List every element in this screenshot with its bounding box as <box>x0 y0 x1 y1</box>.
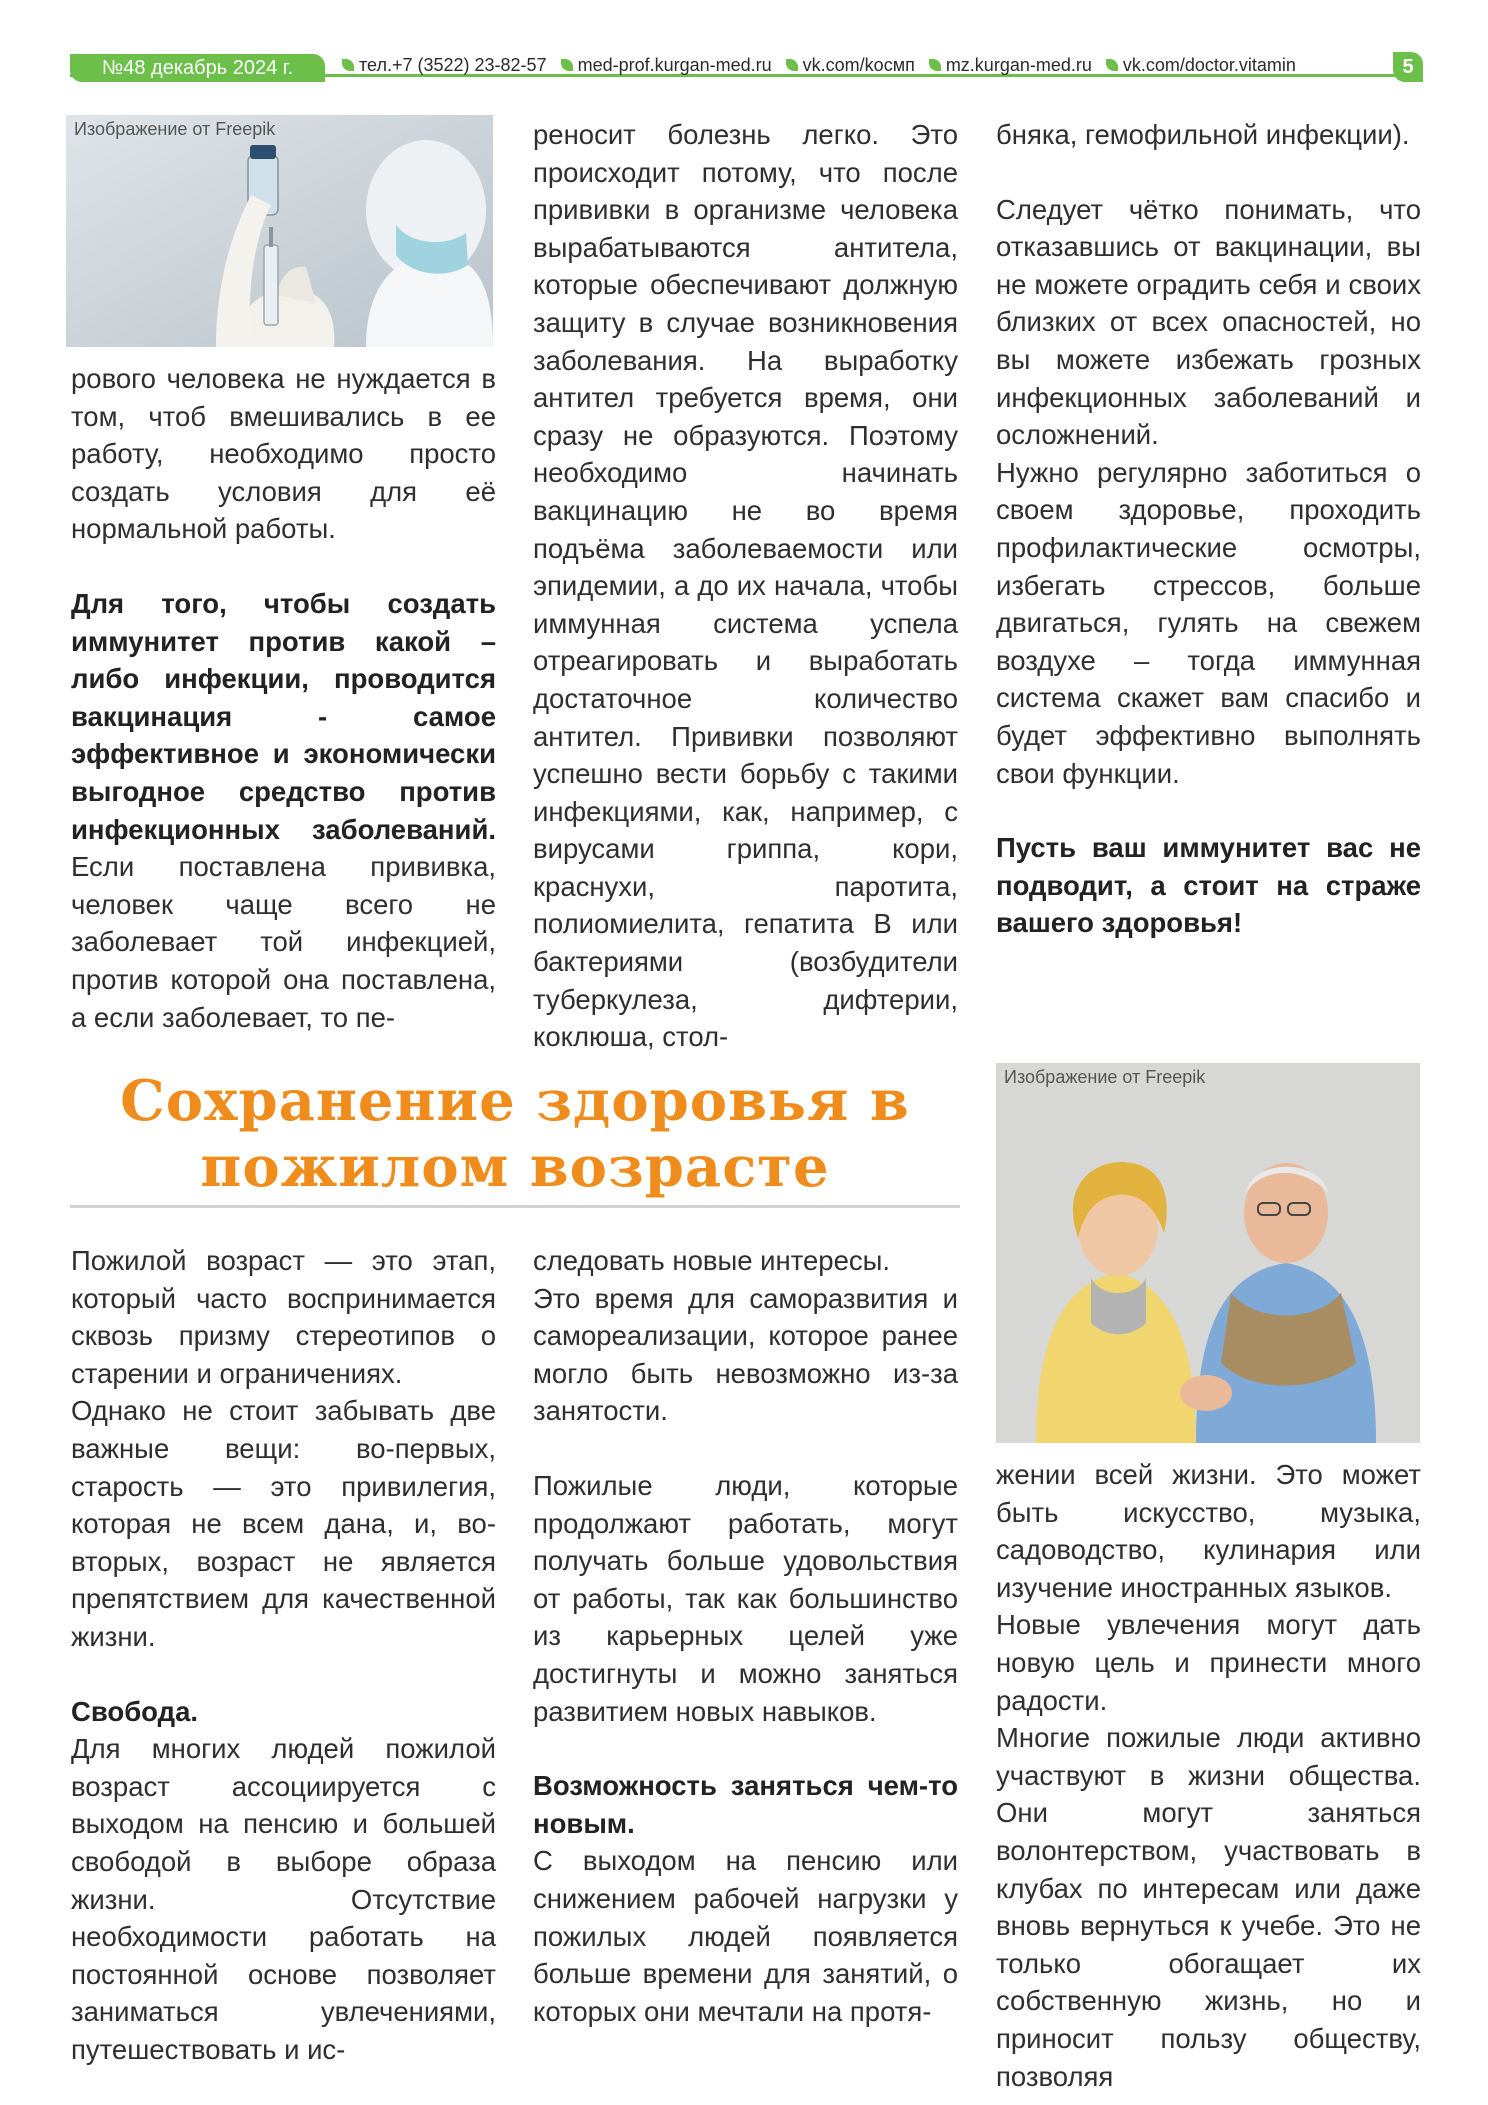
paragraph: С выходом на пенсию или снижением рабочей нагрузки у пожилых людей появляется больше времени для занятий, о которых они мечтали на протя- <box>533 1845 958 2027</box>
paragraph: реносит болезнь легко. Это происходит потому, что после прививки в организме человека вырабатываются антитела, которые обеспечивают должную защиту в случае возникновения заболевания. На выработку антител требуется время, они сразу не образуются. Поэтому необходимо начинать вакцинацию не во время подъёма заболеваемости или эпидемии, а до их начала, чтобы иммунная система успела отреагировать и выработать достаточное количество антител. Прививки позволяют успешно вести борьбу с такими инфекциями, как, например, с вирусами гриппа, кори, краснухи, паротита, полиомиелита, гепатита В или бактериями (возбудители туберкулеза, дифтерии, коклюша, стол- <box>533 119 958 1053</box>
section-heading: Возможность заняться чем-то новым. <box>533 1770 958 1839</box>
paragraph: Новые увлечения могут дать новую цель и принести много радости. <box>996 1609 1421 1716</box>
paragraph: рового человека не нуждается в том, чтоб вмешивались в ее работу, необходимо просто создать условия для её нормальной работы. <box>71 363 496 545</box>
paragraph: Нужно регулярно заботиться о своем здоровье, проходить профилактические осмотры, избегать стрессов, больше двигаться, гулять на свежем воздухе – тогда иммунная система скажет вам спасибо и будет эффективно выполнять свои функции. <box>996 456 1421 789</box>
article2-column-3 <box>996 1456 1421 2095</box>
article1-column-1 <box>71 360 496 1036</box>
elderly-couple-photo <box>996 1063 1420 1443</box>
photo-credit: Изображение от Freepik <box>1004 1067 1206 1087</box>
contact-site-mz[interactable]: mz.kurgan-med.ru <box>929 54 1092 76</box>
issue-badge: №48 декабрь 2024 г. <box>70 54 325 82</box>
paragraph: Это время для саморазвития и самореализации, которое ранее могло быть невозможно из-за занятости. <box>533 1282 958 1427</box>
photo-credit: Изображение от Freepik <box>74 119 276 139</box>
vaccine-photo <box>66 115 493 347</box>
article2-column-2 <box>533 1242 958 2030</box>
paragraph: бняка, гемофильной инфекции). <box>996 119 1410 150</box>
leaf-icon <box>342 59 354 71</box>
page-number: 5 <box>1393 52 1423 82</box>
leaf-icon <box>561 59 573 71</box>
paragraph: Для того, чтобы создать иммунитет против какой – либо инфекции, проводится вакцинация - самое эффективное и экономически выгодное средство против инфекционных заболеваний. Если поставлена прививка, человек чаще всего не заболевает той инфекцией, против которой она поставлена, а если заболевает, то пе- <box>71 587 496 1033</box>
paragraph: Следует чётко понимать, что отказавшись от вакцинации, вы не можете оградить себя и своих близких от всех опасностей, но вы можете избежать грозных инфекционных заболеваний и осложнений. <box>996 193 1421 451</box>
closing-bold: Пусть ваш иммунитет вас не подводит, а стоит на страже вашего здоровья! <box>996 832 1421 939</box>
section-heading: Свобода. <box>71 1695 199 1727</box>
contact-vk-kocmp[interactable]: vk.com/kocмп <box>786 54 915 76</box>
leaf-icon <box>1106 59 1118 71</box>
paragraph: Пожилой возраст — это этап, который часто воспринимается сквозь призму стереотипов о старении и ограничениях. <box>71 1245 496 1389</box>
article2-column-1 <box>71 1242 496 2068</box>
couple-illustration <box>996 1063 1420 1443</box>
bold-lead: Для того, чтобы создать иммунитет против какой – либо инфекции, проводится вакцинация - самое эффективное и экономически выгодное средство против инфекционных заболеваний. <box>71 587 496 845</box>
paragraph: Многие пожилые люди активно участвуют в жизни общества. Они могут заняться волонтерством, участвовать в клубах по интересам или даже вновь вернуться к учебе. Это не только обогащает их собственную жизнь, но и приносит пользу обществу, позволяя <box>996 1722 1421 2092</box>
paragraph: Пожилые люди, которые продолжают работать, могут получать больше удовольствия от работы, так как большинство из карьерных целей уже достигнуты и можно заняться развитием новых навыков. <box>533 1469 958 1727</box>
paragraph: жении всей жизни. Это может быть искусство, музыка, садоводство, кулинария или изучение иностранных языков. <box>996 1459 1421 1603</box>
paragraph: Для многих людей пожилой возраст ассоциируется с выходом на пенсию и большей свободой в выборе образа жизни. Отсутствие необходимости работать на постоянной основе позволяет заниматься увлечениями, путешествовать и ис- <box>71 1733 496 2065</box>
contact-phone: тел.+7 (3522) 23-82-57 <box>342 54 547 76</box>
article1-column-3 <box>996 116 1421 942</box>
paragraph: следовать новые интересы. <box>533 1245 891 1276</box>
leaf-icon <box>929 59 941 71</box>
leaf-icon <box>786 59 798 71</box>
contact-vk-doctor[interactable]: vk.com/doctor.vitamin <box>1106 54 1296 76</box>
contact-site-medprof[interactable]: med-prof.kurgan-med.ru <box>561 54 772 76</box>
article1-column-2 <box>533 116 958 1056</box>
vaccine-illustration <box>66 115 493 347</box>
header-contacts <box>342 54 1296 76</box>
article2-headline: Сохранение здоровья в пожилом возрасте <box>120 1068 910 1200</box>
headline-rule <box>70 1205 960 1208</box>
paragraph: Однако не стоит забывать две важные вещи: во-первых, старость — это привилегия, которая не всем дана, и, во-вторых, возраст не является препятствием для качественной жизни. <box>71 1395 496 1652</box>
